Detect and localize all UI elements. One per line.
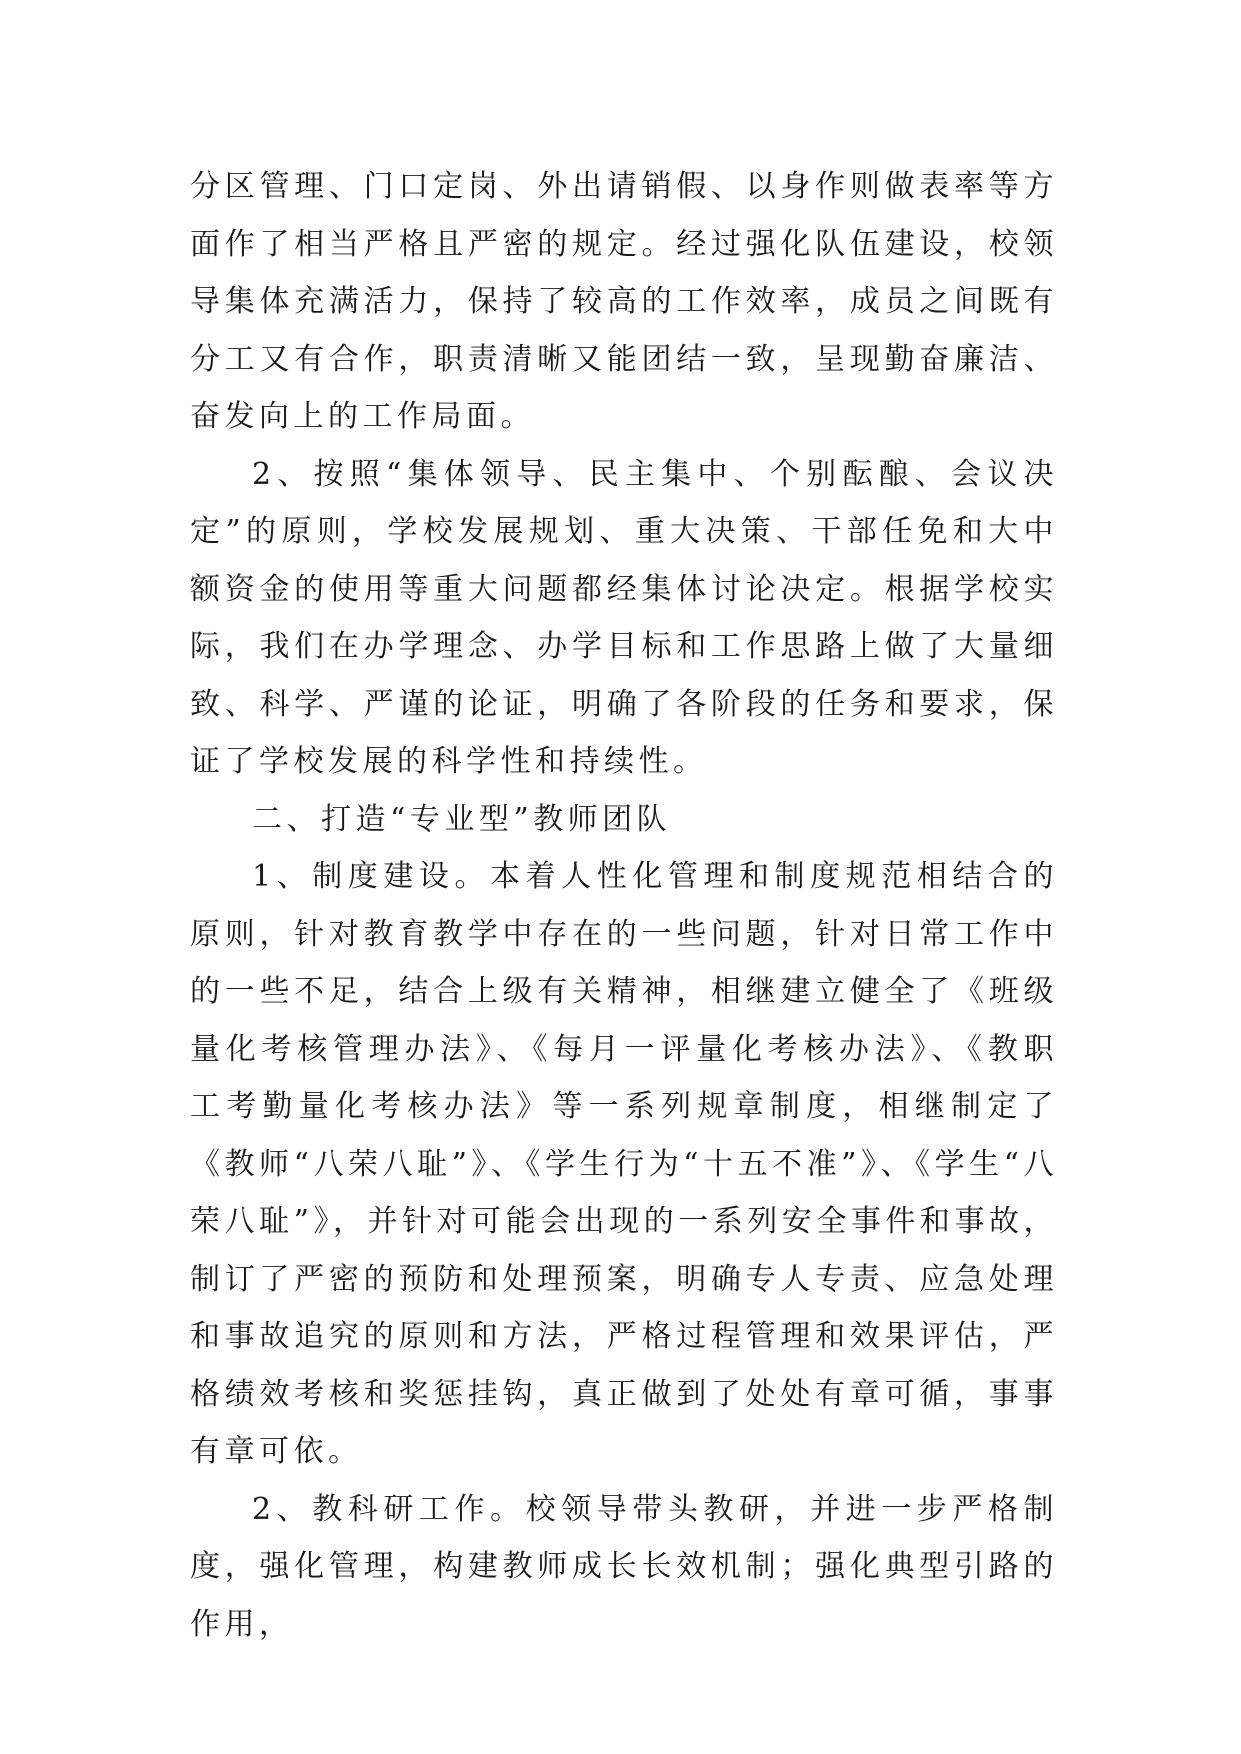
document-body xyxy=(190,158,1058,1653)
paragraph-4: 2、教科研工作。校领导带头教研，并进一步严格制度，强化管理，构建教师成长长效机制；强化典型引路的作用， xyxy=(190,1491,1058,1642)
paragraph-2: 2、按照“集体领导、民主集中、个别酝酿、会议决定”的原则，学校发展规划、重大决策、干部任免和大中额资金的使用等重大问题都经集体讨论决定。根据学校实际，我们在办学理念、办学目标和工作思路上做了大量细致、科学、严谨的论证，明确了各阶段的任务和要求，保证了学校发展的科学性和持续性。 xyxy=(190,456,1058,779)
section-heading: 二、打造“专业型”教师团队 xyxy=(252,801,672,837)
paragraph-1: 分区管理、门口定岗、外出请销假、以身作则做表率等方面作了相当严格且严密的规定。经过强化队伍建设，校领导集体充满活力，保持了较高的工作效率，成员之间既有分工又有合作，职责清晰又能团结一致，呈现勤奋廉洁、奋发向上的工作局面。 xyxy=(190,169,1058,434)
paragraph-3: 1、制度建设。本着人性化管理和制度规范相结合的原则，针对教育教学中存在的一些问题，针对日常工作中的一些不足，结合上级有关精神，相继建立健全了《班级量化考核管理办法》、《每月一评量化考核办法》、《教职工考勤量化考核办法》等一系列规章制度，相继制定了《教师“八荣八耻”》、《学生行为“十五不准”》、《学生“八荣八耻”》，并针对可能会出现的一系列安全事件和事故，制订了严密的预防和处理预案，明确专人专责、应急处理和事故追究的原则和方法，严格过程管理和效果评估，严格绩效考核和奖惩挂钩，真正做到了处处有章可循，事事有章可依。 xyxy=(190,859,1058,1469)
